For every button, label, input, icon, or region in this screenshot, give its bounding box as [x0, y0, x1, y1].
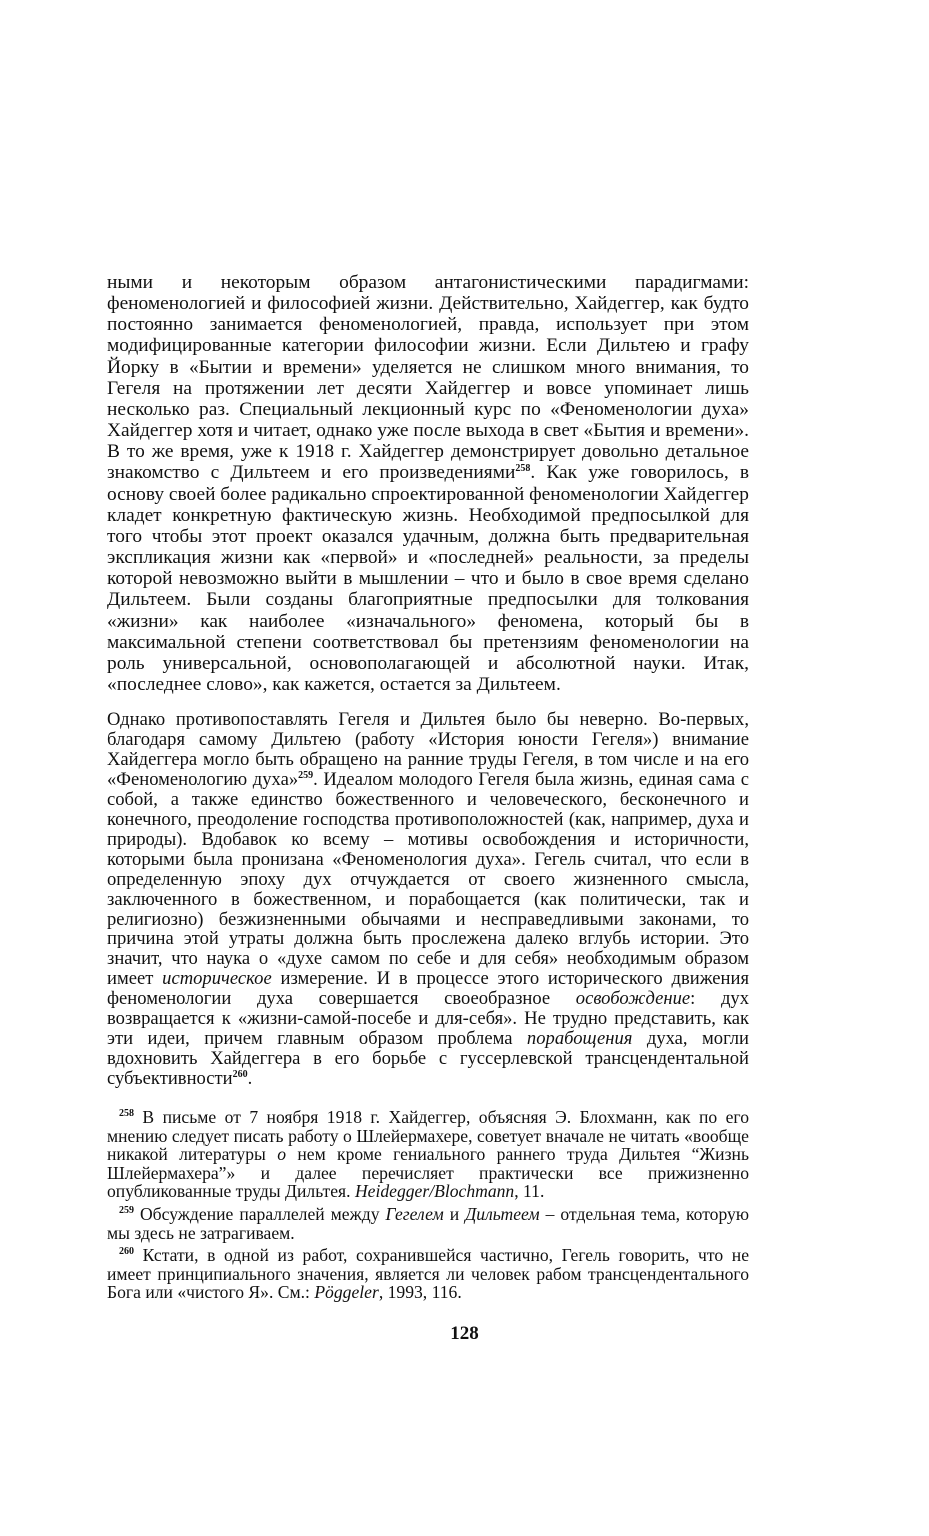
paragraph-2-text-d: : дух возвращается к «жизни-самой-посебе и для-себя». Не трудно представить, как эти идеи, причем главным образом проблема [107, 988, 749, 1050]
footnote-text: , 1993, 116. [378, 1282, 462, 1303]
paragraph-2-text-e: духа, могли вдохновить Хайдеггера в его борьбе с гуссерлевской трансцендентальной субъективности [107, 1028, 749, 1090]
footnote-text: Кстати, в одной из работ, сохранившейся частично, Гегель говорить, что не имеет принципиального значения, является ли человек рабом трансцендентального Бога или «чистого Я». См.: [107, 1245, 749, 1303]
footnote-emphasis: о [277, 1144, 286, 1165]
paragraph-2-text-f: . [247, 1068, 253, 1090]
footnote-emphasis: Дильтеем [465, 1203, 540, 1224]
footnote-ref-258[interactable]: 258 [515, 463, 531, 475]
footnote-258 [107, 1108, 749, 1201]
footnotes [107, 1108, 749, 1306]
footnote-text: – отдельная тема, которую мы здесь не затрагиваем. [107, 1203, 749, 1243]
paragraph-1-text: ными и некоторым образом антагонистическими парадигмами: феноменологией и философией жизни. Действительно, Хайдеггер, как будто постоянно занимается феноменологией, правда, использует при этом модифицированные категории философии жизни. Если Дильтею и графу Йорку в «Бытии и времени» уделяется не слишком много внимания, то Гегеля на протяжении лет десяти Хайдеггер и вовсе упоминает лишь несколько раз. Специальный лекционный курс по «Феноменологии духа» Хайдеггер хотя и читает, однако уже после выхода в свет «Бытия и времени». В то же время, уже к 1918 г. Хайдеггер демонстрирует довольно детальное знакомство с Дильтеем и его произведениями [107, 272, 749, 484]
footnote-number: 258 [119, 1108, 134, 1119]
footnote-ref-260[interactable]: 260 [232, 1069, 248, 1081]
paragraph-2 [107, 710, 749, 1089]
page-number: 128 [450, 1323, 479, 1344]
footnote-text: , 11. [514, 1181, 545, 1202]
paragraph-2-text-b: . Идеалом молодого Гегеля была жизнь, единая сама с собой, а также единство божественного и человеческого, бесконечного и конечного, преодоление господства противоположностей (как, например, духа и природы). Вдобавок ко всему – мотивы освобождения и историчности, которыми была пронизана «Феноменология духа». Гегель считал, что если в определенную эпоху дух отчуждается от своего жизненного смысла, заключенного в божественном, и порабощается (как политически, так и религиозно) безжизненными обычаями и несправедливыми законами, то причина этой утраты должна быть прослежена далеко вглубь истории. Это значит, что наука о «духе самом по себе и для себя» необходимым образом имеет [107, 768, 749, 990]
footnote-citation: Pöggeler [314, 1282, 379, 1303]
paragraph-1-continuation: . Как уже говорилось, в основу своей более радикально спроектированной феноменологии Хайдеггер кладет конкретную фактическую жизнь. Необходимой предпосылкой для того чтобы этот проект оказался удачным, должна быть предварительная экспликация жизни как «первой» и «последней» реальности, за пределы которой невозможно выйти в мышлении – что и было в свое время сделано Дильтеем. Были созданы благоприятные предпосылки для толкования «жизни» как наиболее «изначального» феномена, который бы в максимальной степени соответствовал бы претензиям феноменологии на роль универсальной, основополагающей и абсолютной науки. Итак, «последнее слово», как кажется, остается за Дильтеем. [107, 462, 749, 695]
paragraph-1 [107, 272, 749, 695]
paragraph-2-text-a: Однако противопоставлять Гегеля и Дильтея было бы неверно. Во-первых, благодаря самому Дильтею (работу «История юности Гегеля») внимание Хайдеггера могло быть обращено на ранние труды Гегеля, в том числе и на его «Феноменологию духа» [107, 709, 749, 790]
footnote-number: 260 [119, 1246, 134, 1258]
footnote-text: В письме от 7 ноября 1918 г. Хайдеггер, объясняя Э. Блохманн, как по его мнению следует писать работу о Шлейермахере, советует вначале не читать «вообще никакой литературы [107, 1107, 749, 1165]
footnote-citation: Heidegger/Blochmann [354, 1181, 515, 1202]
footnote-260 [107, 1246, 749, 1302]
paragraph-2-text-c: измерение. И в процессе этого исторического движения феноменологии духа совершается своеобразное [107, 968, 749, 1010]
emphasis-enslavement: порабощения [526, 1028, 633, 1050]
emphasis-liberation: освобождение [575, 988, 691, 1010]
footnote-number: 259 [119, 1204, 134, 1216]
footnote-text: нем кроме гениального раннего труда Дильтея “Жизнь Шлейермахера”» и далее перечисляет практически все прижизненно опубликованные труды Дильтея. [107, 1144, 749, 1202]
footnote-emphasis: Гегелем [385, 1203, 444, 1224]
footnote-ref-259[interactable]: 259 [298, 769, 314, 781]
footnote-text: Обсуждение параллелей между [134, 1203, 386, 1224]
emphasis-historical: историческое [162, 968, 272, 990]
footnote-text: и [443, 1203, 466, 1224]
footnote-259 [107, 1205, 749, 1242]
